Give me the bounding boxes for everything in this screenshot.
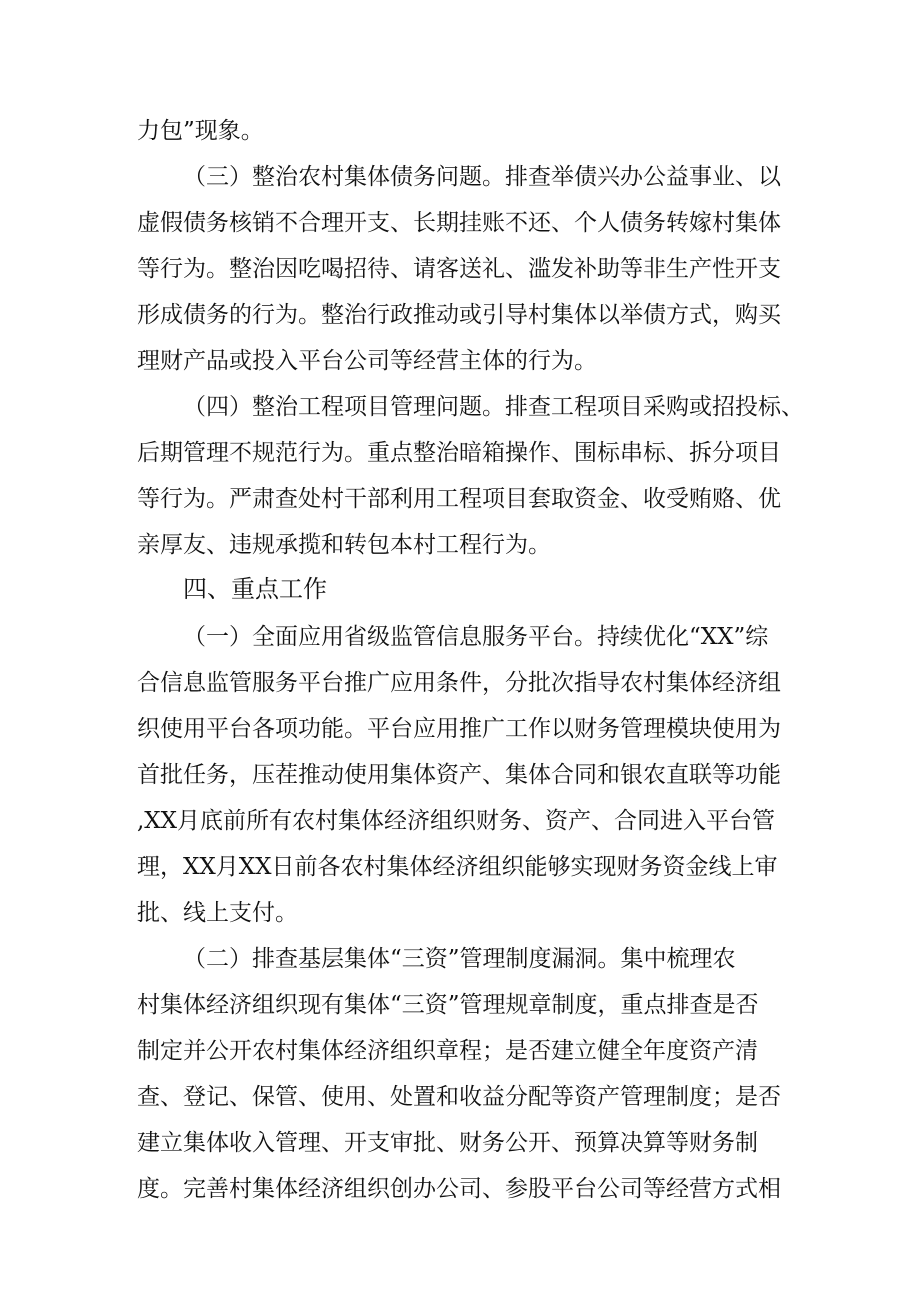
paragraph-line: 虚假债务核销不合理开支、长期挂账不还、个人债务转嫁村集体 bbox=[137, 210, 781, 236]
paragraph-line: （二）排查基层集体“三资”管理制度漏洞。集中梳理农 bbox=[183, 946, 736, 972]
paragraph-line: 合信息监管服务平台推广应用条件，分批次指导农村集体经济组 bbox=[137, 670, 781, 696]
paragraph-line: 制定并公开农村集体经济组织章程；是否建立健全年度资产清 bbox=[137, 1038, 758, 1064]
paragraph-line: 度。完善村集体经济组织创办公司、参股平台公司等经营方式相 bbox=[137, 1176, 781, 1202]
section-heading: 四、重点工作 bbox=[183, 575, 327, 603]
paragraph-line: 织使用平台各项功能。平台应用推广工作以财务管理模块使用为 bbox=[137, 716, 781, 742]
paragraph-line: 首批任务，压茬推动使用集体资产、集体合同和银农直联等功能 bbox=[137, 762, 781, 788]
paragraph-line: 村集体经济组织现有集体“三资”管理规章制度，重点排查是否 bbox=[137, 992, 759, 1018]
paragraph-line: 理，XX月XX日前各农村集体经济组织能够实现财务资金线上审 bbox=[137, 854, 778, 880]
paragraph-line: （三）整治农村集体债务问题。排查举债兴办公益事业、以 bbox=[183, 164, 781, 190]
text-line: 力包”现象。 bbox=[137, 118, 264, 144]
paragraph-line: （四）整治工程项目管理问题。排查工程项目采购或招投标、 bbox=[183, 394, 804, 420]
paragraph-line: 批、线上支付。 bbox=[137, 900, 298, 926]
paragraph-line: （一）全面应用省级监管信息服务平台。持续优化“XX”综 bbox=[183, 624, 769, 650]
paragraph-line: 等行为。严肃查处村干部利用工程项目套取资金、收受贿赂、优 bbox=[137, 486, 781, 512]
paragraph-line: 理财产品或投入平台公司等经营主体的行为。 bbox=[137, 348, 597, 374]
paragraph-line: 等行为。整治因吃喝招待、请客送礼、滥发补助等非生产性开支 bbox=[137, 256, 781, 282]
paragraph-line: 建立集体收入管理、开支审批、财务公开、预算决算等财务制 bbox=[137, 1130, 758, 1156]
paragraph-line: 查、登记、保管、使用、处置和收益分配等资产管理制度；是否 bbox=[137, 1084, 781, 1110]
paragraph-line: 亲厚友、违规承揽和转包本村工程行为。 bbox=[137, 532, 551, 558]
paragraph-line: 形成债务的行为。整治行政推动或引导村集体以举债方式，购买 bbox=[137, 302, 781, 328]
paragraph-line: 后期管理不规范行为。重点整治暗箱操作、围标串标、拆分项目 bbox=[137, 440, 781, 466]
paragraph-line: ,XX月底前所有农村集体经济组织财务、资产、合同进入平台管 bbox=[137, 808, 776, 834]
